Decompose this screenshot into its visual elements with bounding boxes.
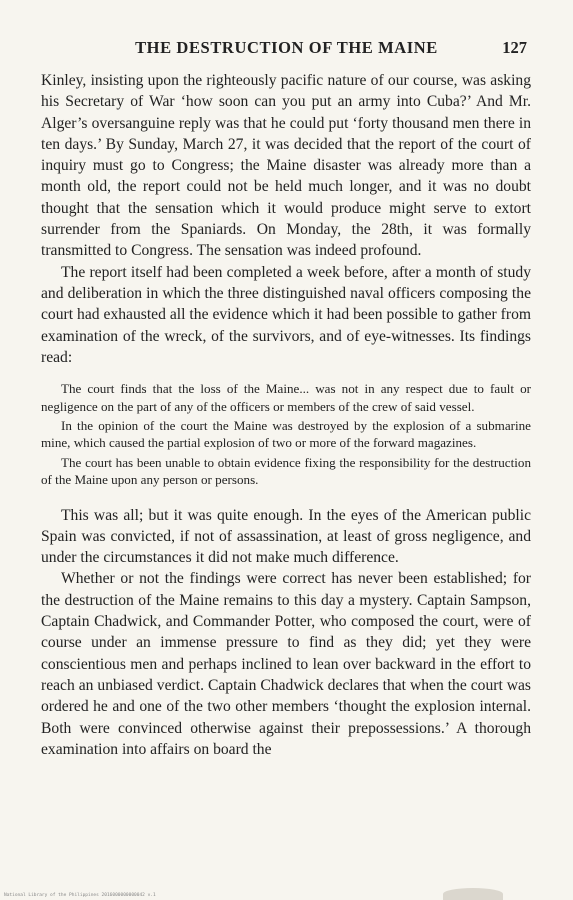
page-header [40,38,533,62]
paragraph: Whether or not the findings were correct has never been established; for the destruction of the Maine remains to this day a mystery. Captain Sampson, Captain Chadwick, and Commander Potter, who composed the court, were of course under an immense pressure to find as they did; yet they were conscientious men and perhaps inclined to lean over backward in the effort to reach an unbiased verdict. Captain Chadwick declares that when the court was ordered he and one of the two other members ‘thought the explosion internal. Both were convinced otherwise against their prepossessions.’ A thorough examination into affairs on board the [41,570,531,758]
paragraph: This was all; but it was quite enough. In the eyes of the American public Spain was convicted, if not of assassination, at least of gross negligence, and under the circumstances it did not make much difference. [41,506,531,567]
quote-paragraph: The court has been unable to obtain evidence fixing the responsibility for the destruction of the Maine upon any person or persons. [41,454,531,488]
quote-paragraph: The court finds that the loss of the Maine... was not in any respect due to fault or negligence on the part of any of the officers or members of the crew of said vessel. [41,381,531,414]
paragraph: Kinley, insisting upon the righteously pacific nature of our course, was asking his Secretary of War ‘how soon can you put an army into Cuba?’ And Mr. Alger’s oversanguine reply was that he could put ‘forty thousand men there in ten days.’ By Sunday, March 27, it was decided that the report of the court of inquiry must go to Congress; the Maine disaster was already more than a month old, the report could not be held much longer, and it was no doubt thought that the sensation which it would produce might serve to extort surrender from the Spaniards. On Monday, the 28th, it was formally transmitted to Congress. The sensation was indeed profound. [41,72,531,260]
library-stamp: National Library of the Philippines 2016000000000042 v.1 [4,893,156,898]
page-smudge [443,888,503,900]
running-head: THE DESTRUCTION OF THE MAINE [135,38,438,57]
body-text [41,70,531,760]
paragraph: The report itself had been completed a week before, after a month of study and deliberation in which the three distinguished naval officers composing the court had exhausted all the evidence which it had been possible to gather from examination of the wreck, of the survivors, and of eye-witnesses. Its findings read: [41,263,531,366]
quote-paragraph: In the opinion of the court the Maine was destroyed by the explosion of a submarine mine, which caused the partial explosion of two or more of the forward magazines. [41,417,531,451]
block-quote [41,380,531,488]
page-number: 127 [502,38,527,57]
